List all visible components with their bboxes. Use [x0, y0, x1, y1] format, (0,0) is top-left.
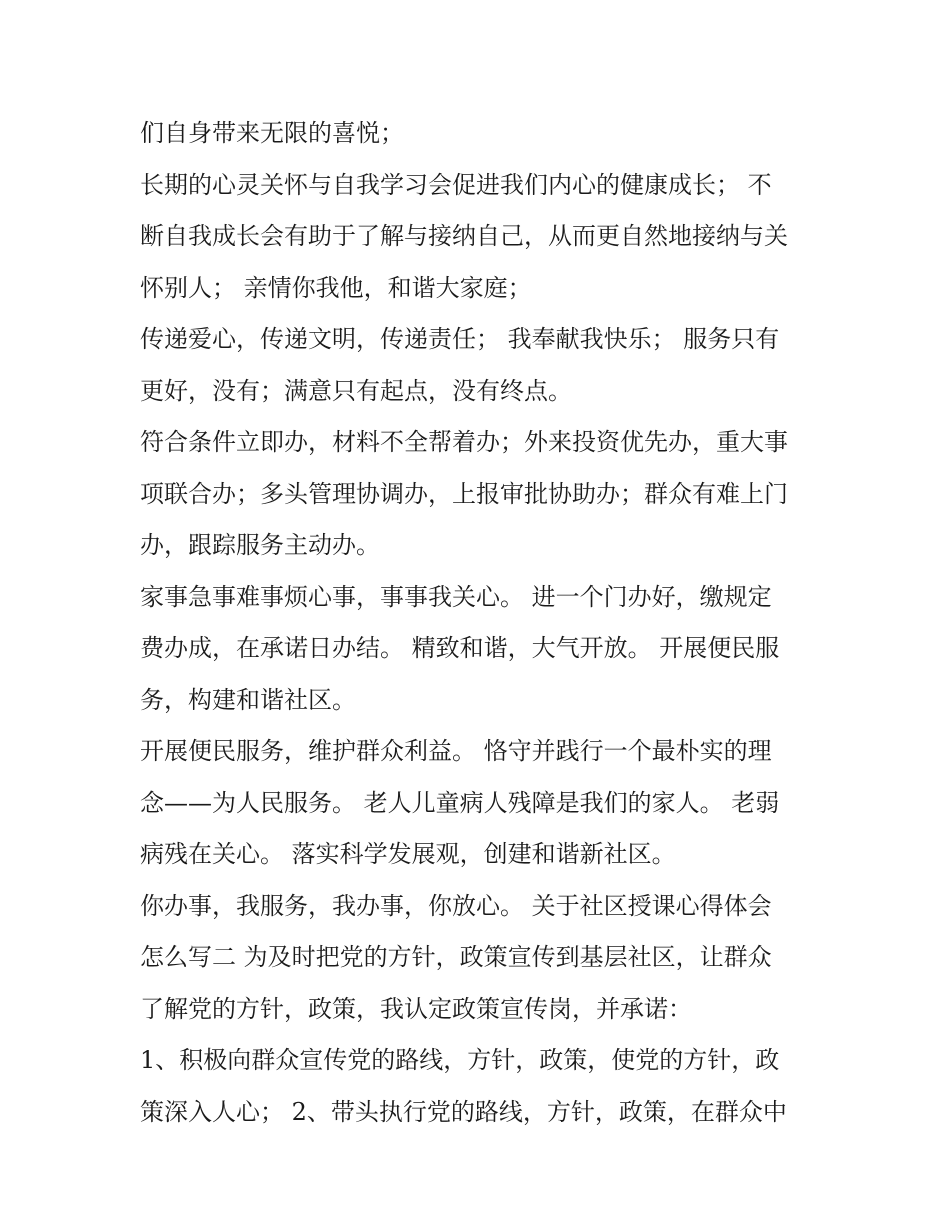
text-line: 符合条件立即办，材料不全帮着办；外来投资优先办，重大事 — [140, 428, 788, 456]
text-line: 费办成，在承诺日办结。 精致和谐，大气开放。 开展便民服 — [140, 634, 780, 662]
text-line: 们自身带来无限的喜悦； — [140, 119, 404, 147]
text-line: 你办事，我服务，我办事，你放心。 关于社区授课心得体会 — [140, 891, 772, 920]
text-line: 长期的心灵关怀与自我学习会促进我们内心的健康成长； 不 — [140, 170, 772, 199]
text-line: 家事急事难事烦心事，事事我关心。 进一个门办好，缴规定 — [140, 582, 772, 611]
text-line: 开展便民服务，维护群众利益。 恪守并践行一个最朴实的理 — [140, 737, 772, 765]
document-body — [140, 108, 820, 1138]
text-line: 1、积极向群众宣传党的路线，方针，政策，使党的方针，政 — [140, 1046, 780, 1074]
text-line: 病残在关心。 落实科学发展观，创建和谐新社区。 — [140, 840, 676, 868]
text-line: 更好，没有；满意只有起点，没有终点。 — [140, 376, 572, 405]
text-line: 怀别人； 亲情你我他，和谐大家庭； — [140, 273, 532, 302]
text-line: 项联合办；多头管理协调办，上报审批协助办；群众有难上门 — [140, 479, 788, 508]
text-line: 念——为人民服务。 老人儿童病人残障是我们的家人。 老弱 — [140, 788, 780, 817]
text-line: 了解党的方针，政策，我认定政策宣传岗，并承诺： — [140, 994, 692, 1023]
text-line: 务，构建和谐社区。 — [140, 685, 356, 714]
text-line: 传递爱心，传递文明，传递责任； 我奉献我快乐； 服务只有 — [140, 325, 780, 353]
text-line: 办，跟踪服务主动办。 — [140, 531, 380, 559]
text-line: 断自我成长会有助于了解与接纳自己，从而更自然地接纳与关 — [140, 222, 788, 250]
text-line: 策深入人心； 2、带头执行党的路线，方针，政策，在群众中 — [140, 1097, 787, 1126]
text-line: 怎么写二 为及时把党的方针，政策宣传到基层社区，让群众 — [140, 943, 772, 971]
